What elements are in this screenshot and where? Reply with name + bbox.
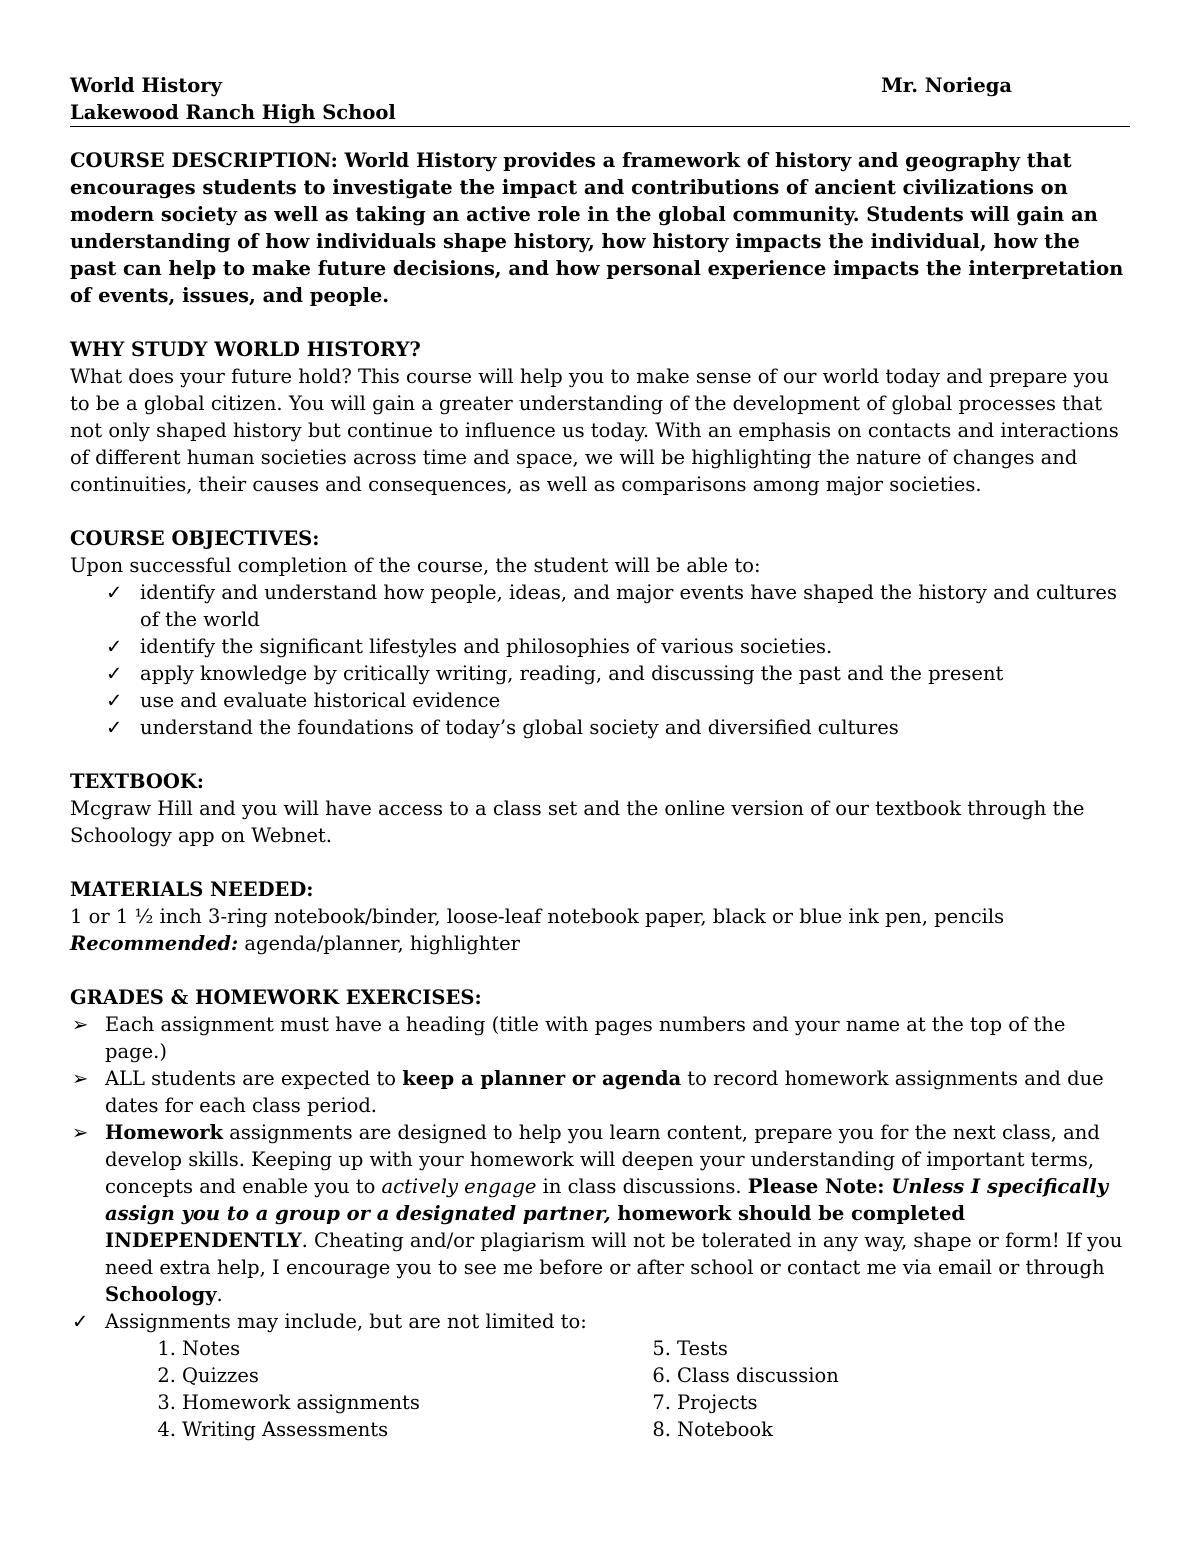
materials-heading: MATERIALS NEEDED: xyxy=(70,878,314,901)
materials-section xyxy=(70,876,1130,957)
checkmark-icon: ✓ xyxy=(106,581,123,604)
assignment-col-right xyxy=(635,1335,1130,1443)
list-item: ✓ apply knowledge by critically writing, reading, and discussing the past and the present xyxy=(106,662,1004,685)
list-item: ✓ identify the significant lifestyles and philosophies of various societies. xyxy=(106,635,833,658)
list-item: ✓ identify and understand how people, ideas, and major events have shaped the history and cultures of the world xyxy=(106,581,1117,631)
arrow-bullet-icon: ➢ xyxy=(72,1013,89,1036)
textbook-section xyxy=(70,768,1130,849)
textbook-heading: TEXTBOOK: xyxy=(70,770,204,793)
why-study-section xyxy=(70,336,1130,498)
list-item: 4. Writing Assessments xyxy=(157,1418,389,1441)
objectives-intro: Upon successful completion of the course, the student will be able to: xyxy=(70,554,761,577)
course-description-label: COURSE DESCRIPTION: xyxy=(70,149,338,172)
list-item: 3. Homework assignments xyxy=(157,1391,420,1414)
list-item: ✓ understand the foundations of today’s global society and diversified cultures xyxy=(106,716,899,739)
checkmark-icon: ✓ xyxy=(106,716,123,739)
header-row xyxy=(70,72,1130,99)
school-name: Lakewood Ranch High School xyxy=(70,99,1130,127)
why-study-heading: WHY STUDY WORLD HISTORY? xyxy=(70,338,421,361)
grades-heading: GRADES & HOMEWORK EXERCISES: xyxy=(70,986,482,1009)
grades-list xyxy=(70,1011,1130,1335)
textbook-text: Mcgraw Hill and you will have access to a class set and the online version of our textbook through the Schoology app on Webnet. xyxy=(70,797,1085,847)
assignment-types xyxy=(70,1335,1130,1443)
objectives-section xyxy=(70,525,1130,741)
list-item: ✓ use and evaluate historical evidence xyxy=(106,689,501,712)
objectives-heading: COURSE OBJECTIVES: xyxy=(70,527,320,550)
list-item: 5. Tests xyxy=(652,1337,728,1360)
list-item: ➢ Each assignment must have a heading (title with pages numbers and your name at the top of the page.) xyxy=(72,1013,1066,1063)
list-item: 2. Quizzes xyxy=(157,1364,259,1387)
recommended-label: Recommended: xyxy=(70,932,239,955)
teacher-name: Mr. Noriega xyxy=(881,74,1012,97)
course-description xyxy=(70,147,1130,309)
list-item: 8. Notebook xyxy=(652,1418,773,1441)
arrow-bullet-icon: ➢ xyxy=(72,1067,89,1090)
checkmark-icon: ✓ xyxy=(106,662,123,685)
course-title: World History xyxy=(70,74,222,97)
assignment-col-left xyxy=(140,1335,635,1443)
list-item: ➢ Homework assignments are designed to help you learn content, prepare you for the next class, and develop skills. Keeping up with your homework will deepen your understanding of important terms, concepts and enable you to actively engage in class discussions. Please Note: Unless I specifically assign you to a group or a designated partner, homework should be completed INDEPENDENTLY. Cheating and/or plagiarism will not be tolerated in any way, shape or form! If you need extra help, I encourage you to see me before or after school or contact me via email or through Schoology. xyxy=(72,1121,1123,1306)
document-page xyxy=(70,72,1130,1443)
materials-recommended xyxy=(70,930,1130,957)
grades-section xyxy=(70,984,1130,1443)
list-item: 6. Class discussion xyxy=(652,1364,839,1387)
list-item: 7. Projects xyxy=(652,1391,758,1414)
recommended-text: agenda/planner, highlighter xyxy=(238,932,520,955)
list-item: 1. Notes xyxy=(157,1337,241,1360)
checkmark-icon: ✓ xyxy=(106,635,123,658)
materials-text: 1 or 1 ½ inch 3-ring notebook/binder, loose-leaf notebook paper, black or blue ink pen, pencils xyxy=(70,905,1005,928)
objectives-list xyxy=(70,579,1130,741)
why-study-text: What does your future hold? This course will help you to make sense of our world today and prepare you to be a global citizen. You will gain a greater understanding of the development of global processes that not only shaped history but continue to influence us today. With an emphasis on contacts and interactions of different human societies across time and space, we will be highlighting the nature of changes and continuities, their causes and consequences, as well as comparisons among major societies. xyxy=(70,365,1119,496)
list-item: ✓ Assignments may include, but are not limited to: xyxy=(72,1310,587,1333)
list-item: ➢ ALL students are expected to keep a planner or agenda to record homework assignments and due dates for each class period. xyxy=(72,1067,1104,1117)
course-description-text: World History provides a framework of history and geography that encourages students to investigate the impact and contributions of ancient civilizations on modern society as well as taking an active role in the global community. Students will gain an understanding of how individuals shape history, how history impacts the individual, how the past can help to make future decisions, and how personal experience impacts the interpretation of events, issues, and people. xyxy=(70,149,1124,307)
checkmark-icon: ✓ xyxy=(106,689,123,712)
checkmark-icon: ✓ xyxy=(72,1310,89,1333)
arrow-bullet-icon: ➢ xyxy=(72,1121,89,1144)
